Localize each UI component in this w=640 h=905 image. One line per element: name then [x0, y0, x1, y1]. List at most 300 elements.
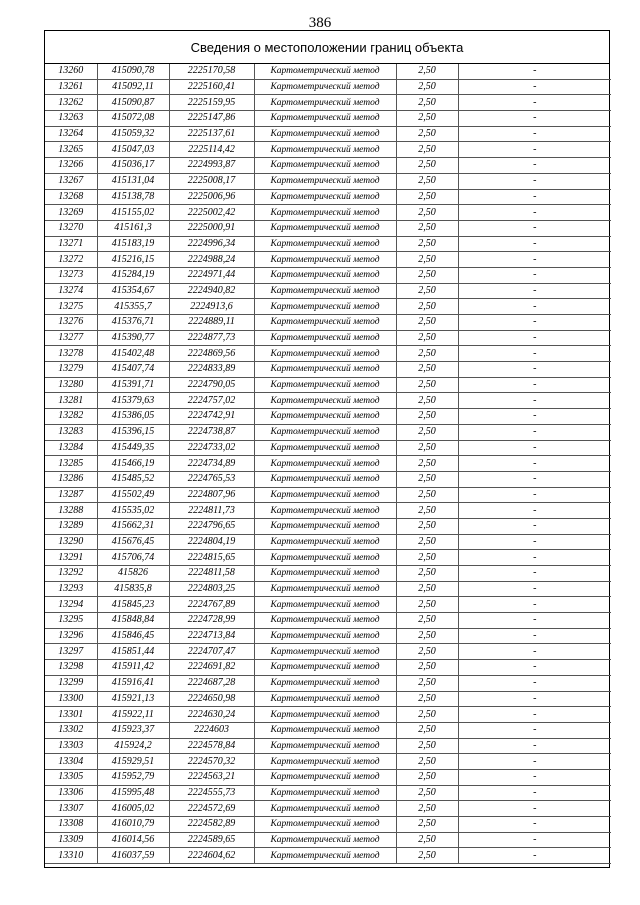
accuracy-cell: 2,50 [396, 299, 458, 315]
accuracy-cell: 2,50 [396, 832, 458, 848]
y-coordinate-cell: 2224604,62 [169, 848, 254, 864]
point-number-cell: 13291 [45, 550, 97, 566]
y-coordinate-cell: 2225137,61 [169, 126, 254, 142]
description-cell: - [458, 754, 611, 770]
table-row [45, 267, 611, 283]
method-cell: Картометрический метод [254, 503, 396, 519]
point-number-cell: 13277 [45, 330, 97, 346]
x-coordinate-cell: 415407,74 [97, 362, 169, 378]
table-row [45, 550, 611, 566]
description-cell: - [458, 330, 611, 346]
accuracy-cell: 2,50 [396, 95, 458, 111]
x-coordinate-cell: 416010,79 [97, 817, 169, 833]
point-number-cell: 13274 [45, 283, 97, 299]
accuracy-cell: 2,50 [396, 613, 458, 629]
table-row [45, 189, 611, 205]
x-coordinate-cell: 415923,37 [97, 722, 169, 738]
x-coordinate-cell: 415845,23 [97, 597, 169, 613]
method-cell: Картометрический метод [254, 613, 396, 629]
y-coordinate-cell: 2224570,32 [169, 754, 254, 770]
method-cell: Картометрический метод [254, 691, 396, 707]
point-number-cell: 13297 [45, 644, 97, 660]
y-coordinate-cell: 2224765,53 [169, 471, 254, 487]
point-number-cell: 13260 [45, 64, 97, 79]
y-coordinate-cell: 2225002,42 [169, 205, 254, 221]
point-number-cell: 13307 [45, 801, 97, 817]
method-cell: Картометрический метод [254, 817, 396, 833]
method-cell: Картометрический метод [254, 252, 396, 268]
description-cell: - [458, 471, 611, 487]
accuracy-cell: 2,50 [396, 142, 458, 158]
table-row [45, 613, 611, 629]
y-coordinate-cell: 2224790,05 [169, 377, 254, 393]
accuracy-cell: 2,50 [396, 722, 458, 738]
y-coordinate-cell: 2224877,73 [169, 330, 254, 346]
accuracy-cell: 2,50 [396, 581, 458, 597]
method-cell: Картометрический метод [254, 628, 396, 644]
description-cell: - [458, 848, 611, 864]
accuracy-cell: 2,50 [396, 628, 458, 644]
x-coordinate-cell: 415092,11 [97, 79, 169, 95]
method-cell: Картометрический метод [254, 848, 396, 864]
table-row [45, 330, 611, 346]
y-coordinate-cell: 2224578,84 [169, 738, 254, 754]
point-number-cell: 13284 [45, 440, 97, 456]
description-cell: - [458, 205, 611, 221]
y-coordinate-cell: 2224811,73 [169, 503, 254, 519]
description-cell: - [458, 142, 611, 158]
method-cell: Картометрический метод [254, 330, 396, 346]
table-row [45, 142, 611, 158]
point-number-cell: 13261 [45, 79, 97, 95]
method-cell: Картометрический метод [254, 315, 396, 331]
description-cell: - [458, 111, 611, 127]
method-cell: Картометрический метод [254, 660, 396, 676]
x-coordinate-cell: 415835,8 [97, 581, 169, 597]
accuracy-cell: 2,50 [396, 534, 458, 550]
x-coordinate-cell: 415059,32 [97, 126, 169, 142]
point-number-cell: 13305 [45, 769, 97, 785]
point-number-cell: 13303 [45, 738, 97, 754]
x-coordinate-cell: 415386,05 [97, 409, 169, 425]
description-cell: - [458, 377, 611, 393]
table-row [45, 315, 611, 331]
method-cell: Картометрический метод [254, 142, 396, 158]
y-coordinate-cell: 2224630,24 [169, 707, 254, 723]
table-row [45, 597, 611, 613]
y-coordinate-cell: 2224803,25 [169, 581, 254, 597]
description-cell: - [458, 817, 611, 833]
method-cell: Картометрический метод [254, 440, 396, 456]
x-coordinate-cell: 416014,56 [97, 832, 169, 848]
x-coordinate-cell: 415379,63 [97, 393, 169, 409]
accuracy-cell: 2,50 [396, 550, 458, 566]
x-coordinate-cell: 415161,3 [97, 220, 169, 236]
method-cell: Картометрический метод [254, 111, 396, 127]
x-coordinate-cell: 415911,42 [97, 660, 169, 676]
y-coordinate-cell: 2224738,87 [169, 424, 254, 440]
x-coordinate-cell: 415183,19 [97, 236, 169, 252]
method-cell: Картометрический метод [254, 95, 396, 111]
description-cell: - [458, 189, 611, 205]
accuracy-cell: 2,50 [396, 236, 458, 252]
accuracy-cell: 2,50 [396, 801, 458, 817]
method-cell: Картометрический метод [254, 424, 396, 440]
y-coordinate-cell: 2224733,02 [169, 440, 254, 456]
point-number-cell: 13264 [45, 126, 97, 142]
method-cell: Картометрический метод [254, 801, 396, 817]
description-cell: - [458, 456, 611, 472]
accuracy-cell: 2,50 [396, 660, 458, 676]
y-coordinate-cell: 2225170,58 [169, 64, 254, 79]
table-row [45, 362, 611, 378]
point-number-cell: 13295 [45, 613, 97, 629]
method-cell: Картометрический метод [254, 456, 396, 472]
x-coordinate-cell: 415138,78 [97, 189, 169, 205]
table-row [45, 377, 611, 393]
y-coordinate-cell: 2224913,6 [169, 299, 254, 315]
method-cell: Картометрический метод [254, 534, 396, 550]
point-number-cell: 13270 [45, 220, 97, 236]
accuracy-cell: 2,50 [396, 283, 458, 299]
method-cell: Картометрический метод [254, 377, 396, 393]
description-cell: - [458, 346, 611, 362]
method-cell: Картометрический метод [254, 644, 396, 660]
point-number-cell: 13290 [45, 534, 97, 550]
description-cell: - [458, 424, 611, 440]
description-cell: - [458, 158, 611, 174]
table-row [45, 471, 611, 487]
table-row [45, 409, 611, 425]
x-coordinate-cell: 415449,35 [97, 440, 169, 456]
accuracy-cell: 2,50 [396, 424, 458, 440]
description-cell: - [458, 722, 611, 738]
table-row [45, 503, 611, 519]
y-coordinate-cell: 2224996,34 [169, 236, 254, 252]
y-coordinate-cell: 2224589,65 [169, 832, 254, 848]
description-cell: - [458, 832, 611, 848]
table-row [45, 644, 611, 660]
x-coordinate-cell: 415131,04 [97, 173, 169, 189]
point-number-cell: 13271 [45, 236, 97, 252]
method-cell: Картометрический метод [254, 597, 396, 613]
x-coordinate-cell: 415072,08 [97, 111, 169, 127]
description-cell: - [458, 644, 611, 660]
description-cell: - [458, 299, 611, 315]
accuracy-cell: 2,50 [396, 769, 458, 785]
description-cell: - [458, 95, 611, 111]
point-number-cell: 13282 [45, 409, 97, 425]
y-coordinate-cell: 2224742,91 [169, 409, 254, 425]
point-number-cell: 13293 [45, 581, 97, 597]
method-cell: Картометрический метод [254, 409, 396, 425]
x-coordinate-cell: 415826 [97, 566, 169, 582]
method-cell: Картометрический метод [254, 79, 396, 95]
description-cell: - [458, 785, 611, 801]
point-number-cell: 13266 [45, 158, 97, 174]
method-cell: Картометрический метод [254, 722, 396, 738]
point-number-cell: 13263 [45, 111, 97, 127]
coordinates-table [45, 64, 611, 864]
table-row [45, 95, 611, 111]
boundary-table-frame [44, 30, 610, 868]
x-coordinate-cell: 415676,45 [97, 534, 169, 550]
description-cell: - [458, 738, 611, 754]
x-coordinate-cell: 415848,84 [97, 613, 169, 629]
y-coordinate-cell: 2224889,11 [169, 315, 254, 331]
x-coordinate-cell: 415284,19 [97, 267, 169, 283]
table-row [45, 236, 611, 252]
x-coordinate-cell: 415662,31 [97, 518, 169, 534]
accuracy-cell: 2,50 [396, 64, 458, 79]
method-cell: Картометрический метод [254, 675, 396, 691]
x-coordinate-cell: 415846,45 [97, 628, 169, 644]
table-row [45, 754, 611, 770]
table-row [45, 534, 611, 550]
y-coordinate-cell: 2224767,89 [169, 597, 254, 613]
method-cell: Картометрический метод [254, 471, 396, 487]
description-cell: - [458, 393, 611, 409]
table-row [45, 346, 611, 362]
accuracy-cell: 2,50 [396, 362, 458, 378]
point-number-cell: 13301 [45, 707, 97, 723]
accuracy-cell: 2,50 [396, 377, 458, 393]
point-number-cell: 13304 [45, 754, 97, 770]
x-coordinate-cell: 415390,77 [97, 330, 169, 346]
method-cell: Картометрический метод [254, 126, 396, 142]
y-coordinate-cell: 2224869,56 [169, 346, 254, 362]
accuracy-cell: 2,50 [396, 754, 458, 770]
method-cell: Картометрический метод [254, 189, 396, 205]
method-cell: Картометрический метод [254, 566, 396, 582]
x-coordinate-cell: 415391,71 [97, 377, 169, 393]
point-number-cell: 13278 [45, 346, 97, 362]
description-cell: - [458, 550, 611, 566]
y-coordinate-cell: 2224804,19 [169, 534, 254, 550]
description-cell: - [458, 440, 611, 456]
x-coordinate-cell: 415502,49 [97, 487, 169, 503]
method-cell: Картометрический метод [254, 173, 396, 189]
accuracy-cell: 2,50 [396, 346, 458, 362]
description-cell: - [458, 707, 611, 723]
point-number-cell: 13285 [45, 456, 97, 472]
description-cell: - [458, 252, 611, 268]
description-cell: - [458, 283, 611, 299]
point-number-cell: 13268 [45, 189, 97, 205]
point-number-cell: 13265 [45, 142, 97, 158]
point-number-cell: 13294 [45, 597, 97, 613]
y-coordinate-cell: 2224572,69 [169, 801, 254, 817]
table-row [45, 785, 611, 801]
x-coordinate-cell: 415090,78 [97, 64, 169, 79]
y-coordinate-cell: 2224807,96 [169, 487, 254, 503]
y-coordinate-cell: 2225114,42 [169, 142, 254, 158]
method-cell: Картометрический метод [254, 205, 396, 221]
point-number-cell: 13273 [45, 267, 97, 283]
accuracy-cell: 2,50 [396, 597, 458, 613]
accuracy-cell: 2,50 [396, 315, 458, 331]
x-coordinate-cell: 416005,02 [97, 801, 169, 817]
table-row [45, 675, 611, 691]
description-cell: - [458, 660, 611, 676]
method-cell: Картометрический метод [254, 346, 396, 362]
method-cell: Картометрический метод [254, 393, 396, 409]
method-cell: Картометрический метод [254, 64, 396, 79]
x-coordinate-cell: 415706,74 [97, 550, 169, 566]
table-row [45, 173, 611, 189]
point-number-cell: 13296 [45, 628, 97, 644]
table-row [45, 581, 611, 597]
accuracy-cell: 2,50 [396, 409, 458, 425]
description-cell: - [458, 613, 611, 629]
point-number-cell: 13269 [45, 205, 97, 221]
x-coordinate-cell: 415036,17 [97, 158, 169, 174]
y-coordinate-cell: 2224687,28 [169, 675, 254, 691]
x-coordinate-cell: 415396,15 [97, 424, 169, 440]
y-coordinate-cell: 2225000,91 [169, 220, 254, 236]
y-coordinate-cell: 2224691,82 [169, 660, 254, 676]
method-cell: Картометрический метод [254, 785, 396, 801]
table-row [45, 424, 611, 440]
description-cell: - [458, 566, 611, 582]
method-cell: Картометрический метод [254, 518, 396, 534]
method-cell: Картометрический метод [254, 158, 396, 174]
x-coordinate-cell: 415354,67 [97, 283, 169, 299]
y-coordinate-cell: 2224757,02 [169, 393, 254, 409]
description-cell: - [458, 691, 611, 707]
table-row [45, 691, 611, 707]
accuracy-cell: 2,50 [396, 456, 458, 472]
accuracy-cell: 2,50 [396, 487, 458, 503]
point-number-cell: 13308 [45, 817, 97, 833]
description-cell: - [458, 518, 611, 534]
point-number-cell: 13310 [45, 848, 97, 864]
description-cell: - [458, 79, 611, 95]
x-coordinate-cell: 415851,44 [97, 644, 169, 660]
accuracy-cell: 2,50 [396, 440, 458, 456]
x-coordinate-cell: 415090,87 [97, 95, 169, 111]
y-coordinate-cell: 2225006,96 [169, 189, 254, 205]
table-row [45, 79, 611, 95]
description-cell: - [458, 409, 611, 425]
table-row [45, 283, 611, 299]
table-row [45, 769, 611, 785]
point-number-cell: 13275 [45, 299, 97, 315]
method-cell: Картометрический метод [254, 362, 396, 378]
method-cell: Картометрический метод [254, 550, 396, 566]
x-coordinate-cell: 415929,51 [97, 754, 169, 770]
method-cell: Картометрический метод [254, 738, 396, 754]
description-cell: - [458, 220, 611, 236]
accuracy-cell: 2,50 [396, 817, 458, 833]
table-row [45, 738, 611, 754]
accuracy-cell: 2,50 [396, 173, 458, 189]
point-number-cell: 13300 [45, 691, 97, 707]
accuracy-cell: 2,50 [396, 158, 458, 174]
accuracy-cell: 2,50 [396, 644, 458, 660]
description-cell: - [458, 628, 611, 644]
method-cell: Картометрический метод [254, 220, 396, 236]
y-coordinate-cell: 2224811,58 [169, 566, 254, 582]
x-coordinate-cell: 416037,59 [97, 848, 169, 864]
table-title: Сведения о местоположении границ объекта [45, 31, 609, 64]
table-row [45, 707, 611, 723]
point-number-cell: 13309 [45, 832, 97, 848]
table-row [45, 848, 611, 864]
point-number-cell: 13292 [45, 566, 97, 582]
y-coordinate-cell: 2224563,21 [169, 769, 254, 785]
y-coordinate-cell: 2224713,84 [169, 628, 254, 644]
table-row [45, 518, 611, 534]
x-coordinate-cell: 415535,02 [97, 503, 169, 519]
coordinates-table-body [45, 64, 611, 864]
description-cell: - [458, 236, 611, 252]
point-number-cell: 13286 [45, 471, 97, 487]
description-cell: - [458, 675, 611, 691]
accuracy-cell: 2,50 [396, 393, 458, 409]
x-coordinate-cell: 415376,71 [97, 315, 169, 331]
table-row [45, 628, 611, 644]
y-coordinate-cell: 2224833,89 [169, 362, 254, 378]
x-coordinate-cell: 415466,19 [97, 456, 169, 472]
x-coordinate-cell: 415402,48 [97, 346, 169, 362]
accuracy-cell: 2,50 [396, 111, 458, 127]
point-number-cell: 13272 [45, 252, 97, 268]
accuracy-cell: 2,50 [396, 220, 458, 236]
description-cell: - [458, 267, 611, 283]
x-coordinate-cell: 415922,11 [97, 707, 169, 723]
table-row [45, 801, 611, 817]
accuracy-cell: 2,50 [396, 503, 458, 519]
point-number-cell: 13298 [45, 660, 97, 676]
point-number-cell: 13276 [45, 315, 97, 331]
point-number-cell: 13262 [45, 95, 97, 111]
method-cell: Картометрический метод [254, 769, 396, 785]
y-coordinate-cell: 2224796,65 [169, 518, 254, 534]
table-row [45, 456, 611, 472]
x-coordinate-cell: 415916,41 [97, 675, 169, 691]
description-cell: - [458, 362, 611, 378]
y-coordinate-cell: 2225147,86 [169, 111, 254, 127]
y-coordinate-cell: 2225160,41 [169, 79, 254, 95]
accuracy-cell: 2,50 [396, 848, 458, 864]
method-cell: Картометрический метод [254, 299, 396, 315]
x-coordinate-cell: 415952,79 [97, 769, 169, 785]
point-number-cell: 13279 [45, 362, 97, 378]
y-coordinate-cell: 2224815,65 [169, 550, 254, 566]
table-row [45, 722, 611, 738]
description-cell: - [458, 315, 611, 331]
description-cell: - [458, 487, 611, 503]
method-cell: Картометрический метод [254, 267, 396, 283]
table-row [45, 299, 611, 315]
description-cell: - [458, 769, 611, 785]
accuracy-cell: 2,50 [396, 126, 458, 142]
point-number-cell: 13280 [45, 377, 97, 393]
table-row [45, 393, 611, 409]
y-coordinate-cell: 2224650,98 [169, 691, 254, 707]
y-coordinate-cell: 2224940,82 [169, 283, 254, 299]
point-number-cell: 13306 [45, 785, 97, 801]
table-row [45, 111, 611, 127]
table-row [45, 158, 611, 174]
point-number-cell: 13281 [45, 393, 97, 409]
method-cell: Картометрический метод [254, 581, 396, 597]
x-coordinate-cell: 415995,48 [97, 785, 169, 801]
point-number-cell: 13283 [45, 424, 97, 440]
method-cell: Картометрический метод [254, 236, 396, 252]
accuracy-cell: 2,50 [396, 189, 458, 205]
